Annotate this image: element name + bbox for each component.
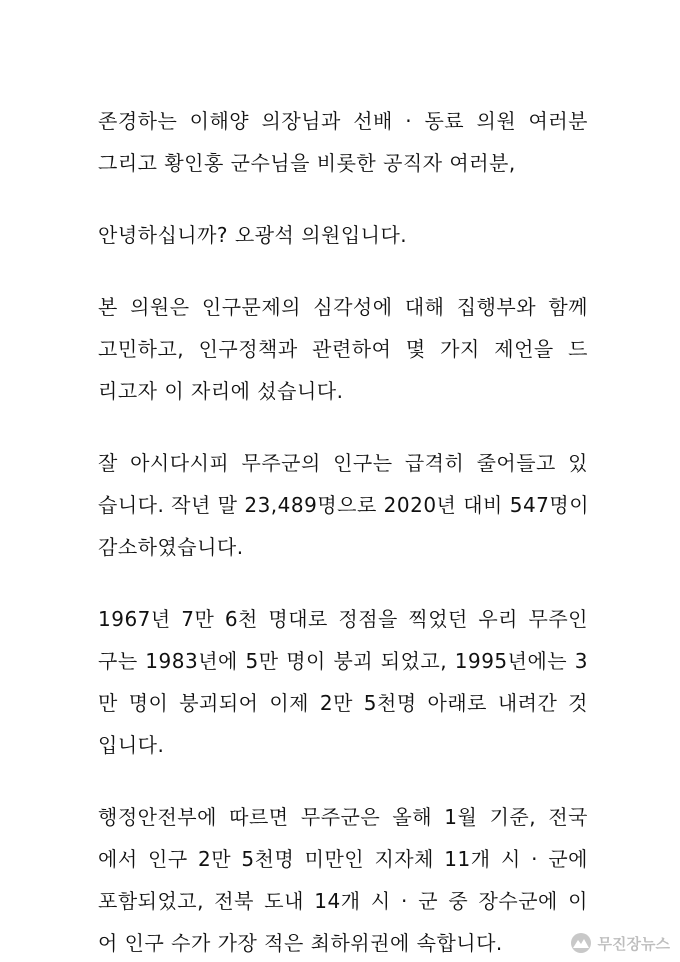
speech-line: 리고자 이 자리에 섰습니다. [98, 379, 344, 403]
speech-line: 에서 인구 2만 5천명 미만인 지자체 11개 시 · 군에 [98, 847, 588, 871]
speech-line: 감소하였습니다. [98, 535, 244, 559]
speech-line: 입니다. [98, 733, 165, 757]
speech-line: 행정안전부에 따르면 무주군은 올해 1월 기준, 전국 [98, 805, 588, 829]
speech-line: 1967년 7만 6천 명대로 정점을 찍었던 우리 무주인 [98, 607, 588, 631]
mountain-logo-icon [568, 932, 594, 954]
watermark-text: 무진장뉴스 [597, 934, 670, 953]
speech-line: 안녕하십니까? 오광석 의원입니다. [98, 223, 408, 247]
speech-line: 만 명이 붕괴되어 이제 2만 5천명 아래로 내려간 것 [98, 691, 588, 715]
watermark [568, 932, 670, 954]
speech-line: 습니다. 작년 말 23,489명으로 2020년 대비 547명이 [98, 493, 590, 517]
speech-line: 포함되었고, 전북 도내 14개 시 · 군 중 장수군에 이 [98, 889, 588, 913]
speech-line: 잘 아시다시피 무주군의 인구는 급격히 줄어들고 있 [98, 451, 588, 475]
speech-line: 구는 1983년에 5만 명이 붕괴 되었고, 1995년에는 3 [98, 649, 588, 673]
speech-line: 본 의원은 인구문제의 심각성에 대해 집행부와 함께 [98, 295, 588, 319]
speech-line: 존경하는 이해양 의장님과 선배 · 동료 의원 여러분 [98, 109, 588, 133]
speech-line: 고민하고, 인구정책과 관련하여 몇 가지 제언을 드 [98, 337, 588, 361]
speech-line: 어 인구 수가 가장 적은 최하위권에 속합니다. [98, 931, 503, 955]
speech-line: 그리고 황인홍 군수님을 비롯한 공직자 여러분, [98, 151, 516, 175]
